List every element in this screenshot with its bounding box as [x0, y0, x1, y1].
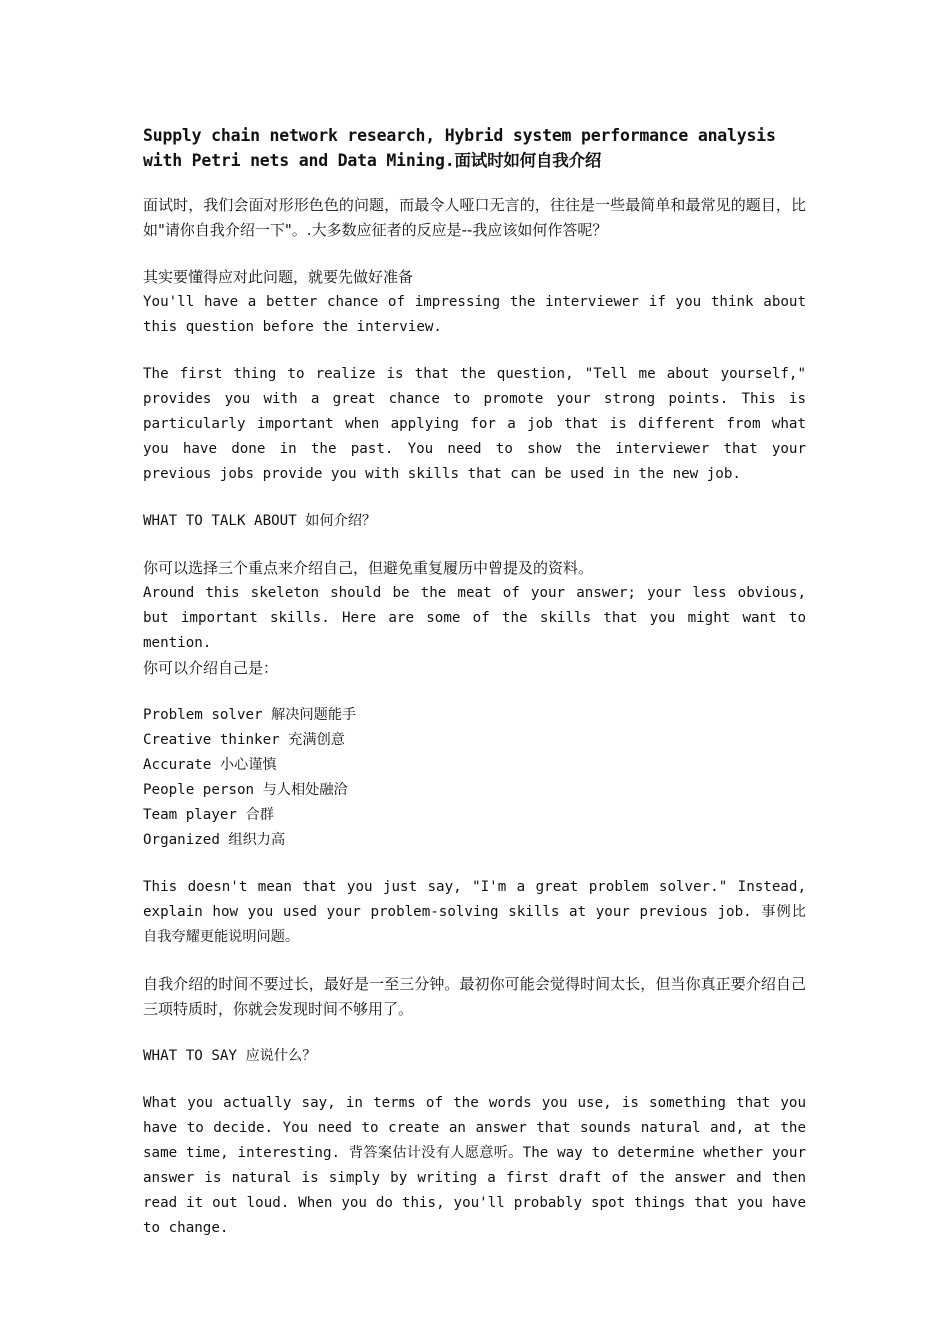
skeleton-en: Around this skeleton should be the meat of your answer; your less obvious, but important skills. Here are some of the skills that you might want to mention. [143, 585, 806, 651]
heading-what-to-say: WHAT TO SAY 应说什么？ [143, 1048, 317, 1064]
skeleton-cn: 你可以选择三个重点来介绍自己，但避免重复履历中曾提及的资料。 [143, 559, 594, 577]
preparation-cn: 其实要懂得应对此问题，就要先做好准备 [143, 268, 414, 286]
document-title [143, 123, 806, 173]
intro-paragraph: 面试时，我们会面对形形色色的问题，而最令人哑口无言的，往往是一些最简单和最常见的题目，比如"请你自我介绍一下"。.大多数应征者的反应是--我应该如何作答呢？ [143, 196, 806, 239]
title-line-1: Supply chain network research, Hybrid system performance analysis [143, 126, 776, 145]
document-page [143, 123, 806, 1241]
what-to-say-paragraph: What you actually say, in terms of the words you use, is something that you have to decide. You need to create an answer that sounds natural and, at the same time, interesting. 背答案估计没有人愿意听。The way to determine whether your answer is natural is simply by writing a first draft of the answer and then read it out loud. When you do this, you'll probably spot things that you have to change. [143, 1095, 806, 1236]
heading-what-to-talk-about: WHAT TO TALK ABOUT 如何介绍？ [143, 513, 377, 529]
skeleton-cn-2: 你可以介绍自己是： [143, 659, 279, 677]
skills-list [143, 703, 806, 853]
list-item: People person 与人相处融洽 [143, 782, 348, 798]
list-item: Creative thinker 充满创意 [143, 732, 345, 748]
skeleton-paragraph [143, 556, 806, 681]
list-item: Team player 合群 [143, 807, 274, 823]
list-item: Problem solver 解决问题能手 [143, 707, 357, 723]
title-line-2: with Petri nets and Data Mining.面试时如何自我介绍 [143, 151, 602, 170]
first-thing-paragraph: The first thing to realize is that the question, "Tell me about yourself," provides you with a great chance to promote your strong points. This is particularly important when applying for a job that is different from what you have done in the past. You need to show the interviewer that your previous jobs provide you with skills that can be used in the new job. [143, 366, 806, 482]
explain-paragraph: This doesn't mean that you just say, "I'm a great problem solver." Instead, explain how you used your problem-solving skills at your previous job. 事例比自我夸耀更能说明问题。 [143, 879, 806, 945]
preparation-paragraph [143, 265, 806, 340]
duration-paragraph: 自我介绍的时间不要过长，最好是一至三分钟。最初你可能会觉得时间太长，但当你真正要介绍自己三项特质时，你就会发现时间不够用了。 [143, 975, 806, 1018]
preparation-en: You'll have a better chance of impressing the interviewer if you think about this question before the interview. [143, 294, 806, 335]
list-item: Organized 组织力高 [143, 832, 286, 848]
list-item: Accurate 小心谨慎 [143, 757, 277, 773]
